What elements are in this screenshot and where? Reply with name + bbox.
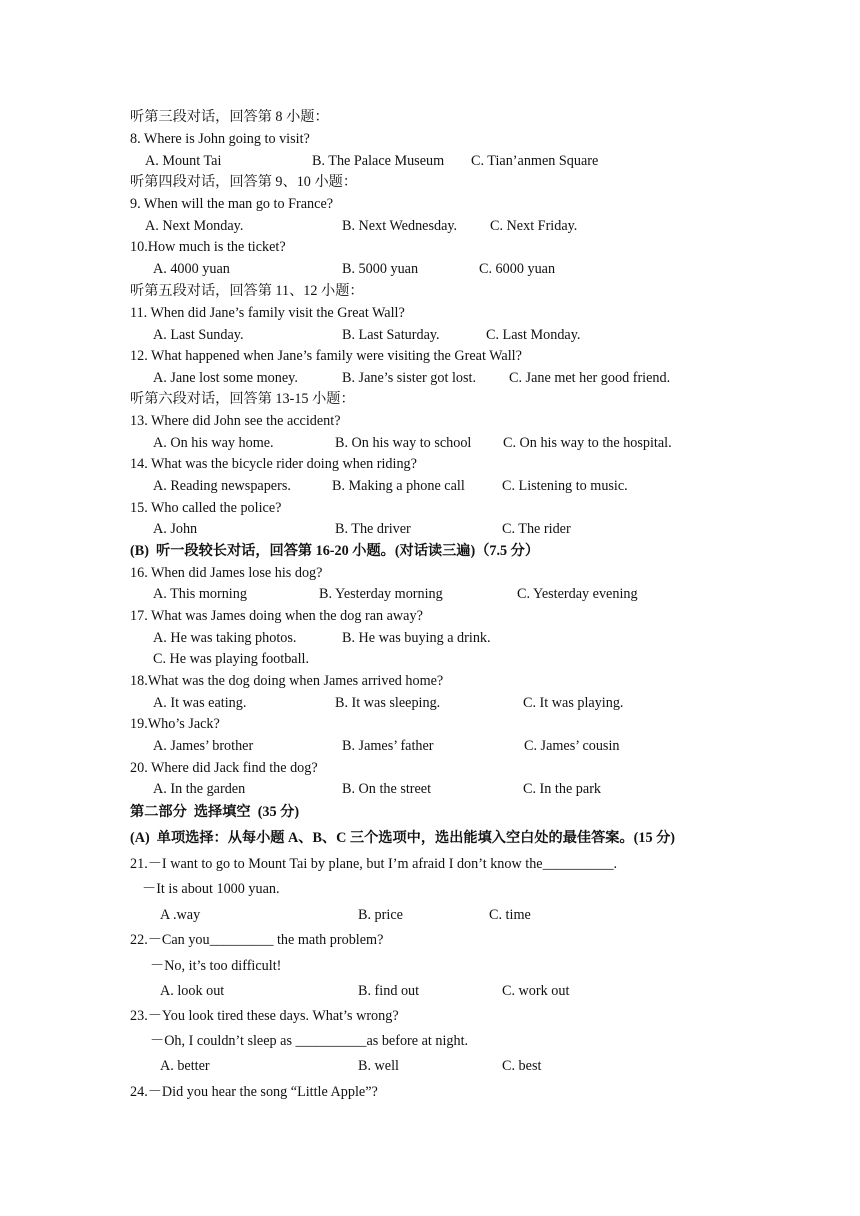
question-10-stem: 10.How much is the ticket? bbox=[130, 239, 286, 255]
q21-option-c: C. time bbox=[489, 907, 531, 923]
question-15-stem: 15. Who called the police? bbox=[130, 500, 282, 516]
question-21-line2: －It is about 1000 yuan. bbox=[142, 881, 280, 897]
q10-option-a: A. 4000 yuan bbox=[153, 261, 230, 277]
q18-option-c: C. It was playing. bbox=[523, 695, 624, 711]
question-12-stem: 12. What happened when Jane’s family were visiting the Great Wall? bbox=[130, 348, 522, 364]
q15-option-c: C. The rider bbox=[502, 521, 571, 537]
section-heading-5: 听第五段对话，回答第 11、12 小题： bbox=[130, 283, 364, 299]
q12-option-a: A. Jane lost some money. bbox=[153, 370, 298, 386]
q22-option-a: A. look out bbox=[160, 983, 225, 999]
section-heading-6: 听第六段对话，回答第 13-15 小题： bbox=[130, 391, 355, 407]
q22-option-b: B. find out bbox=[358, 983, 420, 999]
q19-option-c: C. James’ cousin bbox=[524, 738, 620, 754]
q13-option-c: C. On his way to the hospital. bbox=[503, 435, 672, 451]
q23-option-b: B. well bbox=[358, 1058, 399, 1074]
question-22-line1: 22.－Can you_________ the math problem? bbox=[130, 932, 384, 948]
q16-option-a: A. This morning bbox=[153, 586, 247, 602]
q9-option-b: B. Next Wednesday. bbox=[342, 218, 458, 234]
section-heading-3: 听第三段对话，回答第 8 小题： bbox=[130, 109, 329, 125]
q20-option-a: A. In the garden bbox=[153, 781, 246, 797]
question-14-stem: 14. What was the bicycle rider doing when riding? bbox=[130, 456, 417, 472]
question-22-line2: －No, it’s too difficult! bbox=[150, 958, 282, 974]
q14-option-b: B. Making a phone call bbox=[332, 478, 465, 494]
q14-option-a: A. Reading newspapers. bbox=[153, 478, 291, 494]
q17-option-c: C. He was playing football. bbox=[153, 651, 310, 667]
q15-option-b: B. The driver bbox=[335, 521, 411, 537]
q13-option-a: A. On his way home. bbox=[153, 435, 274, 451]
q8-option-b: B. The Palace Museum bbox=[312, 153, 445, 169]
q16-option-b: B. Yesterday morning bbox=[319, 586, 443, 602]
q20-option-b: B. On the street bbox=[342, 781, 432, 797]
question-13-stem: 13. Where did John see the accident? bbox=[130, 413, 341, 429]
q21-option-a: A .way bbox=[160, 907, 201, 923]
q23-option-c: C. best bbox=[502, 1058, 542, 1074]
q8-option-a: A. Mount Tai bbox=[145, 153, 222, 169]
q11-option-b: B. Last Saturday. bbox=[342, 327, 440, 343]
q19-option-b: B. James’ father bbox=[342, 738, 434, 754]
part-b-heading: (B) 听一段较长对话，回答第 16-20 小题。(对话读三遍)（7.5 分） bbox=[130, 543, 540, 559]
q17-option-b: B. He was buying a drink. bbox=[342, 630, 491, 646]
part-2a-heading: (A) 单项选择：从每小题 A、B、C 三个选项中，选出能填入空白处的最佳答案。(15 分) bbox=[130, 830, 676, 846]
question-19-stem: 19.Who’s Jack? bbox=[130, 716, 220, 732]
q23-option-a: A. better bbox=[160, 1058, 210, 1074]
question-18-stem: 18.What was the dog doing when James arrived home? bbox=[130, 673, 444, 689]
q11-option-a: A. Last Sunday. bbox=[153, 327, 244, 343]
question-24-line1: 24.－Did you hear the song “Little Apple”? bbox=[130, 1084, 378, 1100]
q10-option-c: C. 6000 yuan bbox=[479, 261, 556, 277]
q16-option-c: C. Yesterday evening bbox=[517, 586, 638, 602]
q14-option-c: C. Listening to music. bbox=[502, 478, 628, 494]
q10-option-b: B. 5000 yuan bbox=[342, 261, 419, 277]
q8-option-c: C. Tian’anmen Square bbox=[471, 153, 599, 169]
question-16-stem: 16. When did James lose his dog? bbox=[130, 565, 323, 581]
q18-option-b: B. It was sleeping. bbox=[335, 695, 441, 711]
q20-option-c: C. In the park bbox=[523, 781, 602, 797]
q9-option-a: A. Next Monday. bbox=[145, 218, 244, 234]
q12-option-b: B. Jane’s sister got lost. bbox=[342, 370, 476, 386]
q11-option-c: C. Last Monday. bbox=[486, 327, 581, 343]
question-17-stem: 17. What was James doing when the dog ran away? bbox=[130, 608, 423, 624]
q22-option-c: C. work out bbox=[502, 983, 570, 999]
section-heading-4: 听第四段对话，回答第 9、10 小题： bbox=[130, 174, 358, 190]
q18-option-a: A. It was eating. bbox=[153, 695, 247, 711]
question-11-stem: 11. When did Jane’s family visit the Great Wall? bbox=[130, 305, 405, 321]
q17-option-a: A. He was taking photos. bbox=[153, 630, 297, 646]
q21-option-b: B. price bbox=[358, 907, 403, 923]
question-20-stem: 20. Where did Jack find the dog? bbox=[130, 760, 318, 776]
part-2-heading: 第二部分 选择填空 (35 分) bbox=[130, 804, 300, 820]
q15-option-a: A. John bbox=[153, 521, 198, 537]
question-9-stem: 9. When will the man go to France? bbox=[130, 196, 334, 212]
q9-option-c: C. Next Friday. bbox=[490, 218, 578, 234]
q13-option-b: B. On his way to school bbox=[335, 435, 472, 451]
question-21-line1: 21.－I want to go to Mount Tai by plane, but I’m afraid I don’t know the__________. bbox=[130, 856, 618, 872]
question-23-line2: －Oh, I couldn’t sleep as __________as before at night. bbox=[150, 1033, 469, 1049]
question-23-line1: 23.－You look tired these days. What’s wrong? bbox=[130, 1008, 399, 1024]
q19-option-a: A. James’ brother bbox=[153, 738, 254, 754]
question-8-stem: 8. Where is John going to visit? bbox=[130, 131, 310, 147]
q12-option-c: C. Jane met her good friend. bbox=[509, 370, 671, 386]
